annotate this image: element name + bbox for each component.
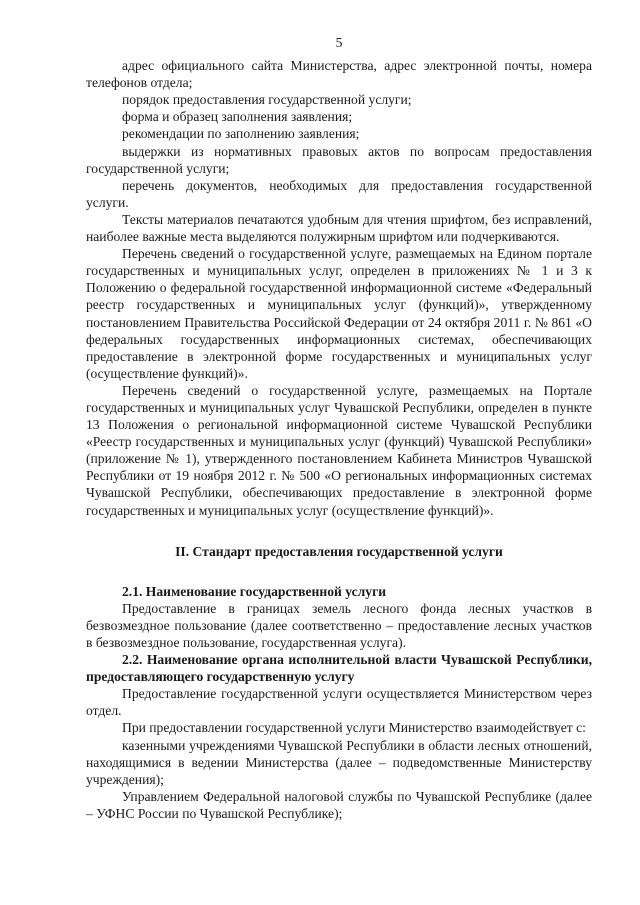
paragraph: Перечень сведений о государственной услуге, размещаемых на Портале государственных и муниципальных услуг Чувашской Республики, определен в пункте 13 Положения о региональной информационной системе Чувашской Республики «Реестр государственных и муниципальных услуг (функций) Чувашской Республики» (приложение № 1), утвержденного постановлением Кабинета Министров Чувашской Республики от 19 ноября 2012 г. № 500 «О региональных информационных системах Чувашской Республики, обеспечивающих предоставление в электронной форме государственных и муниципальных услуг (осуществление функций)». xyxy=(86,382,592,518)
paragraph: форма и образец заполнения заявления; xyxy=(122,109,353,125)
paragraph: Предоставление государственной услуги осуществляется Министерством через отдел. xyxy=(86,686,592,719)
paragraph: Тексты материалов печатаются удобным для чтения шрифтом, без исправлений, наиболее важные места выделяются полужирным шрифтом или подчеркиваются. xyxy=(86,211,592,245)
paragraph: Управлением Федеральной налоговой службы по Чувашской Республике (далее – УФНС России по Чувашской Республике); xyxy=(86,788,592,821)
paragraph: адрес официального сайта Министерства, адрес электронной почты, номера телефонов отдела; xyxy=(86,58,592,91)
section-heading: II. Стандарт предоставления государственной услуги xyxy=(175,543,503,559)
page-number: 5 xyxy=(335,35,343,50)
subsection-heading: 2.2. Наименование органа исполнительной власти Чувашской Республики, предоставляющего государственную услугу xyxy=(86,652,592,685)
paragraph: рекомендации по заполнению заявления; xyxy=(122,126,360,142)
paragraph: выдержки из нормативных правовых актов по вопросам предоставления государственной услуги; xyxy=(86,143,592,176)
paragraph: Предоставление в границах земель лесного фонда лесных участков в безвозмездное пользование (далее соответственно – предоставление лесных участков в безвозмездное пользование, государственная услуга). xyxy=(86,600,592,650)
paragraph: Перечень сведений о государственной услуге, размещаемых на Едином портале государственных и муниципальных услуг, определен в приложениях № 1 и 3 к Положению о федеральной государственной информационной системе «Федеральный реестр государственных и муниципальных услуг (функций)», утвержденному постановлением Правительства Российской Федерации от 24 октября 2011 г. № 861 «О федеральных государственных информационных системах, обеспечивающих предоставление в электронной форме государственных и муниципальных услуг (осуществление функций)». xyxy=(86,246,592,381)
paragraph: казенными учреждениями Чувашской Республики в области лесных отношений, находящимися в ведении Министерства (далее – подведомственные Министерству учреждения); xyxy=(86,737,592,787)
subsection-heading: 2.1. Наименование государственной услуги xyxy=(122,583,387,599)
paragraph: При предоставлении государственной услуги Министерство взаимодействует с: xyxy=(122,720,586,736)
paragraph: перечень документов, необходимых для предоставления государственной услуги. xyxy=(86,177,592,210)
paragraph: порядок предоставления государственной услуги; xyxy=(122,92,412,108)
